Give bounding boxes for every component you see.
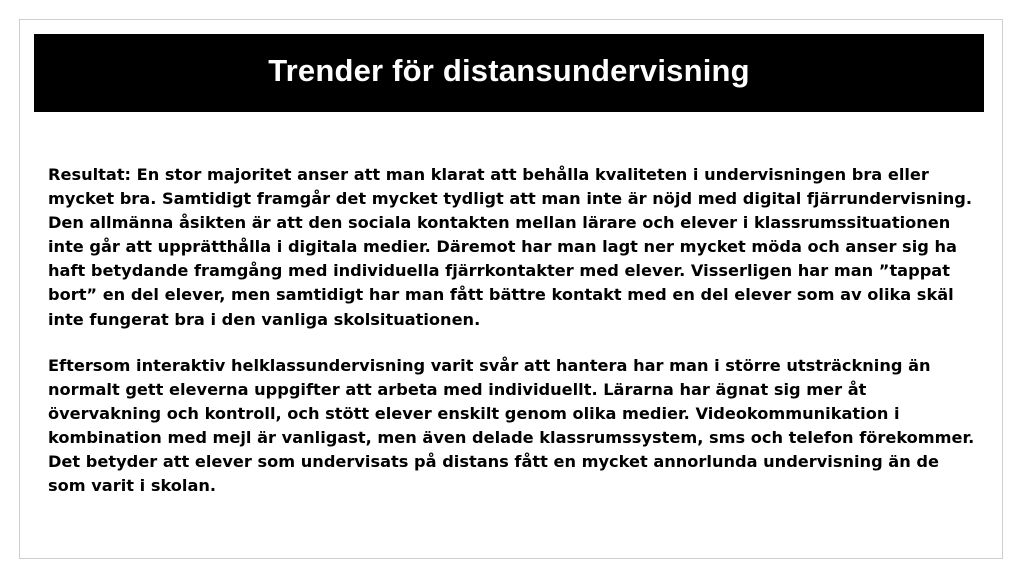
- slide-body: [48, 163, 978, 498]
- title-bar: [34, 34, 984, 112]
- paragraph-results: Resultat: En stor majoritet anser att man klarat att behålla kvaliteten i undervisningen bra eller mycket bra. Samtidigt framgår det mycket tydligt att man inte är nöjd med digital fjärrundervisning. Den allmänna åsikten är att den sociala kontakten mellan lärare och elever i klassrumssituationen inte går att upprätthålla i digitala medier. Däremot har man lagt ner mycket möda och anser sig ha haft betydande framgång med individuella fjärrkontakter med elever. Visserligen har man ”tappat bort” en del elever, men samtidigt har man fått bättre kontakt med en del elever som av olika skäl inte fungerat bra i den vanliga skolsituationen.: [48, 165, 973, 329]
- paragraph-teaching: Eftersom interaktiv helklassundervisning varit svår att hantera har man i större utsträckning än normalt gett eleverna uppgifter att arbeta med individuellt. Lärarna har ägnat sig mer åt övervakning och kontroll, och stött elever enskilt genom olika medier. Videokommunikation i kombination med mejl är vanligast, men även delade klassrumssystem, sms och telefon förekommer. Det betyder att elever som undervisats på distans fått en mycket annorlunda undervisning än de som varit i skolan.: [48, 355, 975, 496]
- slide-title: Trender för distansundervisning: [268, 53, 750, 88]
